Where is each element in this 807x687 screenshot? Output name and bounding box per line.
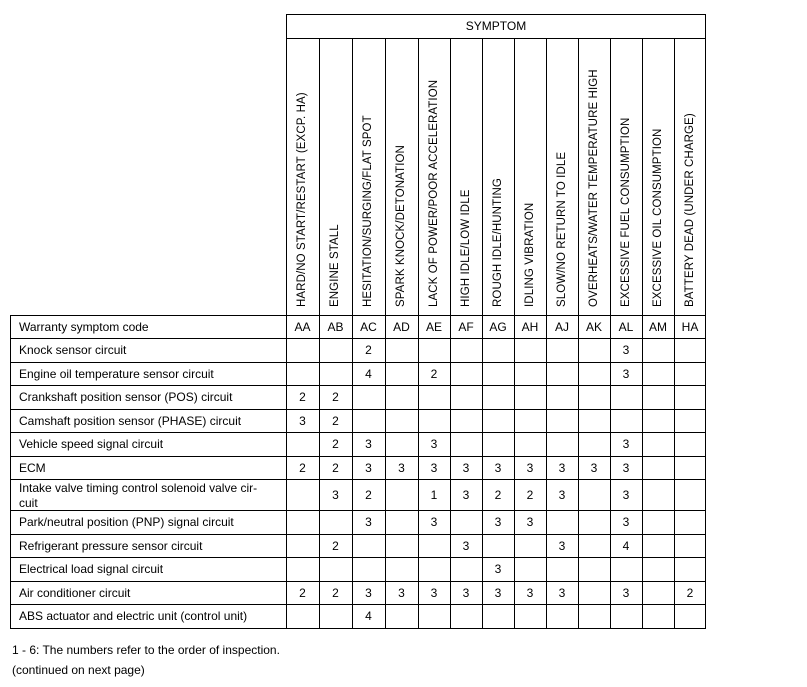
warranty-code: AC [360,320,377,334]
inspection-order-value: 1 [430,488,438,502]
inspection-order-value: 3 [622,461,630,475]
warranty-code: AJ [554,320,569,334]
column-header: ENGINE STALL [329,224,341,307]
inspection-order-value: 3 [526,586,534,600]
inspection-order-value: 2 [332,461,339,475]
warranty-code: AF [458,320,474,334]
inspection-order-value: 3 [526,515,534,529]
column-header: EXCESSIVE OIL CONSUMPTION [651,128,664,307]
inspection-order-value: 3 [494,461,502,475]
inspection-order-value: 3 [462,586,470,600]
warranty-code: AH [521,320,539,334]
inspection-order-value: 3 [494,586,502,600]
row-label: Knock sensor circuit [19,343,127,357]
row-label: Vehicle speed signal circuit [19,437,164,451]
inspection-order-value: 3 [299,414,306,428]
warranty-code: AM [649,320,667,334]
row-label: ECM [19,461,46,475]
column-header: SLOW/NO RETURN TO IDLE [555,151,568,307]
inspection-order-value: 2 [332,390,339,404]
inspection-order-value: 2 [365,343,372,357]
inspection-order-value: 3 [430,586,438,600]
inspection-order-value: 3 [462,461,470,475]
inspection-order-value: 3 [622,343,630,357]
inspection-order-value: 2 [299,461,306,475]
warranty-code: AA [294,320,311,334]
inspection-order-value: 3 [622,367,630,381]
warranty-code: AK [585,320,602,334]
inspection-order-value: 3 [462,539,470,553]
column-header: BATTERY DEAD (UNDER CHARGE) [683,113,696,307]
row-label: Engine oil temperature sensor circuit [19,367,214,381]
row-label: Camshaft position sensor (PHASE) circuit [19,414,242,428]
column-header: SPARK KNOCK/DETONATION [395,145,407,307]
column-header: OVERHEATS/WATER TEMPERATURE HIGH [587,69,600,307]
warranty-code: AG [489,320,507,334]
inspection-order-value: 2 [686,586,694,600]
row-label: ABS actuator and electric unit (control unit) [19,609,248,623]
inspection-order-value: 3 [332,488,339,502]
inspection-order-value: 2 [299,586,306,600]
row-label: Park/neutral position (PNP) signal circuit [19,515,234,529]
column-header: HARD/NO START/RESTART (EXCP. HA) [296,92,308,307]
inspection-order-value: 4 [365,609,372,623]
inspection-order-value: 3 [365,437,372,451]
inspection-order-value: 4 [365,367,372,381]
inspection-order-value: 2 [494,488,502,502]
inspection-order-value: 3 [398,586,405,600]
inspection-order-value: 3 [622,515,630,529]
warranty-code: AE [425,320,442,334]
inspection-order-value: 3 [590,461,598,475]
column-header: HIGH IDLE/LOW IDLE [459,189,472,307]
column-header: HESITATION/SURGING/FLAT SPOT [362,115,374,307]
warranty-code: AB [327,320,344,334]
column-header: EXCESSIVE FUEL CONSUMPTION [619,117,632,307]
inspection-order-value: 3 [398,461,405,475]
warranty-code-label: Warranty symptom code [19,320,149,334]
symptom-header: SYMPTOM [465,19,527,33]
inspection-order-value: 3 [558,461,566,475]
row-label: Intake valve timing control solenoid valve cir- [19,481,258,495]
inspection-order-value: 3 [558,488,566,502]
footnote-continued: (continued on next page) [12,663,145,677]
inspection-order-value: 3 [622,488,630,502]
warranty-code: AD [393,320,410,334]
row-label: Air conditioner circuit [19,586,131,600]
inspection-order-value: 3 [365,461,372,475]
row-label: Crankshaft position sensor (POS) circuit [19,390,233,404]
warranty-code: HA [681,320,699,334]
inspection-order-value: 3 [622,437,630,451]
footnote-order: 1 - 6: The numbers refer to the order of inspection. [12,643,280,657]
inspection-order-value: 3 [494,562,502,576]
inspection-order-value: 3 [430,515,438,529]
column-header: ROUGH IDLE/HUNTING [491,178,504,307]
inspection-order-value: 3 [365,515,372,529]
inspection-order-value: 3 [622,586,630,600]
inspection-order-value: 3 [462,488,470,502]
inspection-order-value: 2 [332,539,339,553]
inspection-order-value: 3 [558,586,566,600]
inspection-order-value: 2 [365,488,372,502]
column-header: IDLING VIBRATION [523,202,536,307]
row-label: Electrical load signal circuit [19,562,164,576]
inspection-order-value: 3 [558,539,566,553]
warranty-code: AL [618,320,634,334]
inspection-order-value: 2 [299,390,306,404]
inspection-order-value: 3 [430,461,438,475]
inspection-order-value: 3 [494,515,502,529]
inspection-order-value: 2 [332,414,339,428]
column-header: LACK OF POWER/POOR ACCELERATION [427,79,440,307]
row-label: Refrigerant pressure sensor circuit [19,539,203,553]
inspection-order-value: 4 [622,539,630,553]
inspection-order-value: 3 [365,586,372,600]
inspection-order-value: 2 [526,488,534,502]
row-label: cuit [19,496,38,510]
inspection-order-value: 3 [526,461,534,475]
inspection-order-value: 2 [332,586,339,600]
inspection-order-value: 2 [332,437,339,451]
inspection-order-value: 3 [430,437,438,451]
inspection-order-value: 2 [430,367,438,381]
